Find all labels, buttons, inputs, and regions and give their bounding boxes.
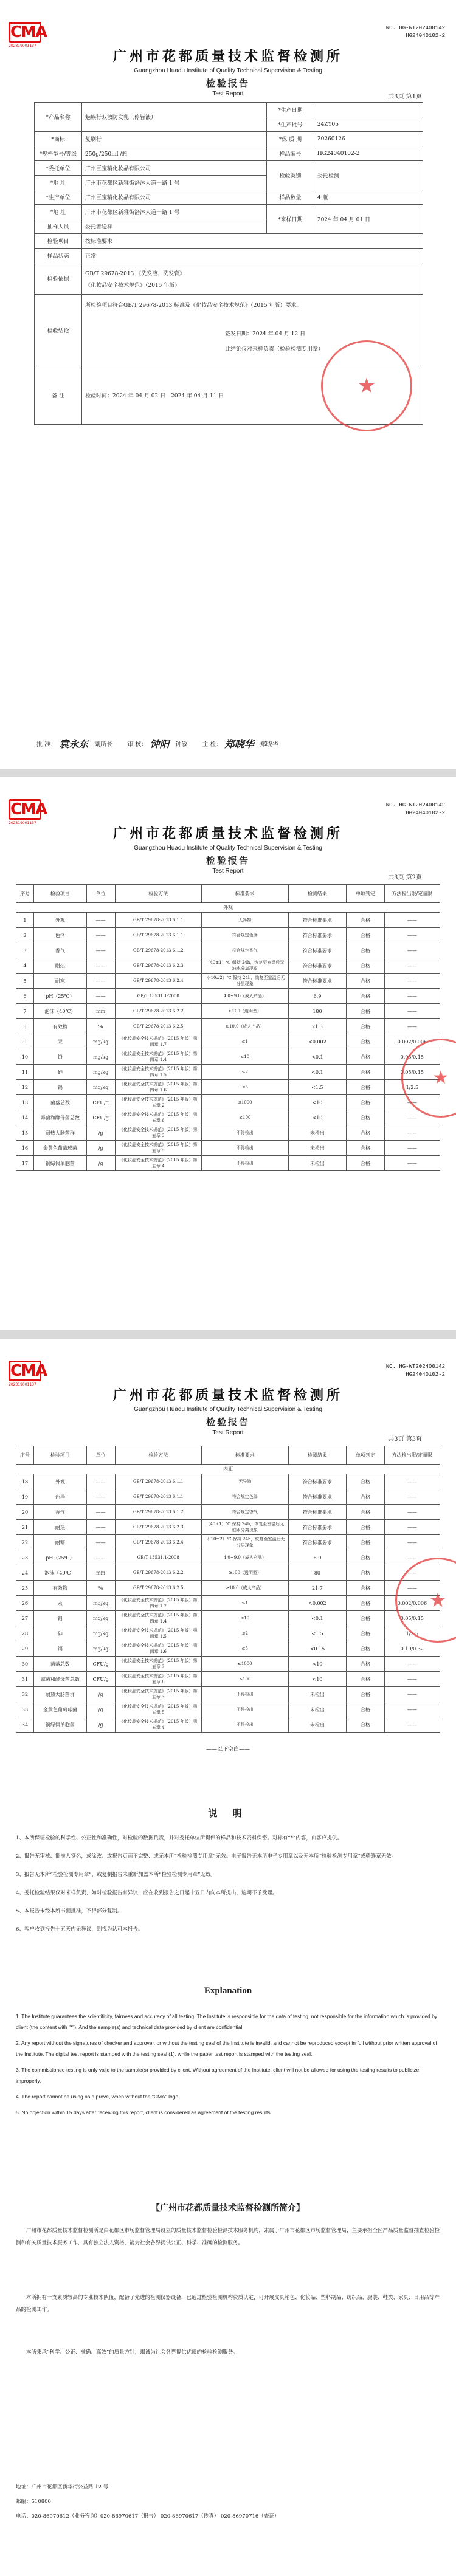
institute-title-cn: 广州市花都质量技术监督检测所	[112, 49, 343, 64]
results-table-2	[16, 1446, 440, 1733]
signature-row: 批 准： 袁永东 副所长 审 核： 钟阳 钟敏 主 检： 郑晓华 郑晓华	[36, 737, 426, 750]
table-header-row: 序号 检验项目 单位 检验方法 标准要求 检测结果 单项判定 方法检出限/定量限	[16, 885, 440, 903]
intro-paragraph: 本所拥有一支素质较高的专业技术队伍，配备了先进的检测仪器设备，已通过检验检测机构资质认定，可开展皮具箱包、化妆品、塑料制品、纺织品、服装、鞋类、家具、日用品等产品的检测工作。	[16, 2295, 440, 2313]
approver-signature: 袁永东	[59, 738, 89, 750]
table-row: 12 镉 mg/kg 《化妆品安全技术规范》（2015 年版）第四章 1.6 ≤5 <1.5 合格 1/2.5	[16, 1080, 440, 1095]
report-number: NO. HG-WT202400142 HG24040102-2	[385, 1364, 445, 1378]
table-row: 29 镉 mg/kg 《化妆品安全技术规范》（2015 年版）第四章 1.6 ≤5 <0.15 合格 0.10/0.32	[16, 1641, 440, 1657]
cma-number: 202319001137	[9, 1382, 36, 1387]
note-item: 1、本所保证检验的科学性、公正性和准确性，对检验的数据负责，并对委托单位所提供的样品和技术资料保密。对标有“*”内容，由客户提供。	[16, 1835, 342, 1841]
page-number: 共3页 第1页	[388, 94, 422, 100]
note-item: 邮编：510800	[16, 2499, 51, 2505]
section-row: 外观	[16, 903, 440, 913]
cma-number: 202319001137	[9, 821, 36, 825]
table-row: 3 香气 —— GB/T 29678-2013 6.1.2 符合规定香气 符合标准要求 合格 ——	[16, 943, 440, 958]
contact-info	[16, 2481, 440, 2525]
report-page-2	[0, 777, 456, 1330]
institute-title-cn: 广州市花都质量技术监督检测所	[112, 1387, 343, 1403]
cma-number: 202319001137	[9, 44, 36, 48]
institute-title-en: Guangzhou Huadu Institute of Quality Technical Supervision & Testing	[134, 67, 322, 74]
table-row: 17 铜绿假单胞菌 /g 《化妆品安全技术规范》（2015 年版）第五章 4 不得检出 未检出 合格 ——	[16, 1156, 440, 1171]
table-row: 18 外观 —— GB/T 29678-2013 6.1.1 无异物 符合标准要求 合格 ——	[16, 1474, 440, 1489]
intro-title: 【广州市花都质量技术监督检测所简介】	[151, 2203, 305, 2213]
note-item: 2、报告无审核、批准人签名，或涂改、或报告页面不完整、或无本所“检验检测专用章”无效。电子报告无本所电子专用章以及无本所“检验检测专用章”或骑缝章无效。	[16, 1853, 397, 1860]
table-row: 23 pH（25℃） —— GB/T 13531.1-2008 4.0~9.0（成人产品） 6.0 合格 ——	[16, 1550, 440, 1565]
table-row: 14 霉菌和酵母菌总数 CFU/g 《化妆品安全技术规范》（2015 年版）第五章 6 ≤100 <10 合格 ——	[16, 1110, 440, 1125]
report-number: NO. HG-WT202400142 HG24040102-2	[385, 802, 445, 816]
report-header	[0, 46, 456, 97]
note-item: 4、委托检验结果仅对来样负责，如对检验报告有异议，应在收到报告之日起十五日内向本所提出，逾期不予受理。	[16, 1890, 278, 1896]
testing-seal: ★	[321, 340, 412, 431]
cma-logo-icon: CMA	[9, 799, 41, 820]
table-row: 15 耐热大肠菌群 /g 《化妆品安全技术规范》（2015 年版）第五章 3 不得检出 未检出 合格 ——	[16, 1125, 440, 1141]
table-row: 1 外观 —— GB/T 29678-2013 6.1.1 无异物 符合标准要求 合格 ——	[16, 913, 440, 928]
note-item: 6、客户收到报告十五天内无异议，则视为认可本报告。	[16, 1926, 143, 1932]
cma-mark	[9, 22, 47, 48]
note-item: 3. The commissioned testing is only valid to the sample(s) provided by client. Without agreement of the Institute, client will not be allowed for using the testing results to publicize improperly.	[16, 2067, 420, 2084]
notes-title: 说 明	[208, 1808, 248, 1819]
note-item: 1. The Institute guarantees the scientificity, fairness and accuracy of all testing. The Institute is responsible for the data of testing, not responsible for the information which is provided by client (the content with "*"). And the sample(s) and technical data provided by client are confidential.	[16, 2013, 438, 2030]
table-row: 10 铅 mg/kg 《化妆品安全技术规范》（2015 年版）第四章 1.4 ≤10 <0.1 合格 0.05/0.15	[16, 1049, 440, 1065]
report-header	[0, 1385, 456, 1436]
cma-mark	[9, 799, 47, 825]
report-number: NO. HG-WT202400142 HG24040102-2	[385, 25, 445, 39]
table-row: 32 耐热大肠菌群 /g 《化妆品安全技术规范》（2015 年版）第五章 3 不得检出 未检出 合格 ——	[16, 1687, 440, 1702]
intro-paragraph: 广州市花都质量技术监督检测所是由花都区市场监督管理局设立的质量技术监督检验检测技术服务机构，隶属于广州市花都区市场监督管理局，主要承担全区产品质量监督抽查检验检测和有关质量技术服务工作，具有独立法人资格，能为社会各界提供公正、科学、准确的检测服务。	[16, 2228, 440, 2246]
institute-title-en: Guangzhou Huadu Institute of Quality Technical Supervision & Testing	[134, 845, 322, 851]
page-number: 共3页 第2页	[388, 874, 422, 881]
table-header-row: 序号 检验项目 单位 检验方法 标准要求 检测结果 单项判定 方法检出限/定量限	[16, 1446, 440, 1465]
report-header	[0, 823, 456, 874]
report-title-cn: 检验报告	[206, 1417, 250, 1427]
table-row: 27 铅 mg/kg 《化妆品安全技术规范》（2015 年版）第四章 1.4 ≤10 <0.1 合格 0.05/0.15	[16, 1611, 440, 1626]
report-title-en: Test Report	[212, 868, 244, 874]
notes-cn-list	[16, 1832, 440, 1942]
explanation-title: Explanation	[204, 1986, 252, 1996]
testing-seal: ★	[395, 1558, 456, 1643]
report-title-cn: 检验报告	[206, 78, 250, 89]
tester-signature: 郑晓华	[224, 738, 254, 750]
table-row: 28 砷 mg/kg 《化妆品安全技术规范》（2015 年版）第四章 1.5 ≤2 <1.5 合格 1/2.5	[16, 1626, 440, 1641]
institute-title-cn: 广州市花都质量技术监督检测所	[112, 826, 343, 842]
table-row: 26 汞 mg/kg 《化妆品安全技术规范》（2015 年版）第四章 1.7 ≤1 <0.002 合格 0.002/0.006	[16, 1596, 440, 1611]
report-page-1	[0, 0, 456, 769]
results-table-1	[16, 884, 440, 1171]
table-row: 6 pH（25℃） —— GB/T 13531.1-2008 4.0~9.0（成人产品） 6.9 合格 ——	[16, 989, 440, 1004]
page-number: 共3页 第3页	[388, 1436, 422, 1443]
table-row: 34 铜绿假单胞菌 /g 《化妆品安全技术规范》（2015 年版）第五章 4 不得检出 未检出 合格 ——	[16, 1717, 440, 1733]
table-row: 25 有效物 % GB/T 29678-2013 6.2.5 ≥10.0（成人产品） 21.7 合格 ——	[16, 1581, 440, 1596]
table-row: 20 香气 —— GB/T 29678-2013 6.1.2 符合规定香气 符合标准要求 合格 ——	[16, 1505, 440, 1520]
notes-en-list	[16, 2011, 440, 2123]
note-item: 5、本报告未经本所书面批准，不得部分复制。	[16, 1908, 123, 1914]
table-row: 24 泡沫（40℃） mm GB/T 29678-2013 6.2.2 ≥100（透明型） 80 合格 ——	[16, 1565, 440, 1581]
table-row: 31 霉菌和酵母菌总数 CFU/g 《化妆品安全技术规范》（2015 年版）第五章 6 ≤100 <10 合格 ——	[16, 1672, 440, 1687]
note-item: 3、报告无本所“检验检测专用章”，或复制报告未重新加盖本所“检验检测专用章”无效。	[16, 1872, 216, 1878]
table-row: 33 金黄色葡萄球菌 /g 《化妆品安全技术规范》（2015 年版）第五章 5 不得检出 未检出 合格 ——	[16, 1702, 440, 1717]
testing-seal: ★	[401, 1039, 456, 1118]
table-row: 19 色泽 —— GB/T 29678-2013 6.1.1 符合规定色泽 符合标准要求 合格 ——	[16, 1489, 440, 1505]
note-item: 5. No objection within 15 days after receiving this report, client is considered as agreement of the testing results.	[16, 2109, 272, 2115]
section-row: 内瓶	[16, 1465, 440, 1474]
cma-logo-icon: CMA	[9, 1361, 41, 1381]
note-item: 电话：020-86970612（业务咨询）020-86970617（报告） 020-86970617（传真） 020-86970716（查证）	[16, 2513, 280, 2519]
table-row: 4 耐热 —— GB/T 29678-2013 6.2.3 （40±1）℃ 保持 24h，恢复至室温后无油水分离现象 符合标准要求 合格 ——	[16, 958, 440, 974]
report-title-en: Test Report	[212, 91, 244, 97]
note-item: 2. Any report without the signatures of checker and approver, or without the testing seal of the Institute is invalid, and cannot be reproduced except in full without prior written approval of the Institute. The digital test report is stamped with the testing seal (1), while the paper test report is stamped with the testing seal.	[16, 2040, 437, 2057]
table-row: 21 耐热 —— GB/T 29678-2013 6.2.3 （40±1）℃ 保持 24h，恢复至室温后无油水分离现象 符合标准要求 合格 ——	[16, 1520, 440, 1535]
blank-below-mark: ——以下空白——	[206, 1747, 250, 1753]
table-row: 13 菌落总数 CFU/g 《化妆品安全技术规范》（2015 年版）第五章 2 ≤1000 <10 合格 ——	[16, 1095, 440, 1110]
reviewer-signature: 钟阳	[150, 738, 170, 750]
note-item: 地址：广州市花都区新华街公益路 12 号	[16, 2484, 109, 2490]
cma-mark	[9, 1361, 47, 1387]
table-row: 5 耐寒 —— GB/T 29678-2013 6.2.4 （-10±2）℃ 保持 24h，恢复至室温后无分层现象 符合标准要求 合格 ——	[16, 974, 440, 989]
intro-paragraph: 本所秉承“科学、公正、准确、高效”的质量方针，竭诚为社会各界提供优质的检验检测服务。	[26, 2349, 238, 2355]
report-title-en: Test Report	[212, 1429, 244, 1436]
table-row: 8 有效物 % GB/T 29678-2013 6.2.5 ≥10.0（成人产品） 21.3 合格 ——	[16, 1019, 440, 1034]
table-row: 7 泡沫（40℃） mm GB/T 29678-2013 6.2.2 ≥100（透明型） 180 合格 ——	[16, 1004, 440, 1019]
table-row: 22 耐寒 —— GB/T 29678-2013 6.2.4 （-10±2）℃ 保持 24h，恢复至室温后无分层现象 符合标准要求 合格 ——	[16, 1535, 440, 1550]
cma-logo-icon: CMA	[9, 22, 41, 43]
report-title-cn: 检验报告	[206, 855, 250, 866]
table-row: 9 汞 mg/kg 《化妆品安全技术规范》（2015 年版）第四章 1.7 ≤1 <0.002 合格 0.002/0.006	[16, 1034, 440, 1049]
table-row: 11 砷 mg/kg 《化妆品安全技术规范》（2015 年版）第四章 1.5 ≤2 <0.1 合格 0.05/0.15	[16, 1065, 440, 1080]
table-row: 30 菌落总数 CFU/g 《化妆品安全技术规范》（2015 年版）第五章 2 ≤1000 <10 合格 ——	[16, 1657, 440, 1672]
sample-info-table: *产品名称 魅族行双敏防发乳（停皆液） *生产日期 *生产批号 24ZY05 *商标 复刷行 *保 质 期 20260126 *规格型号/等级 250g/250ml /瓶 样品编号 HG24040102-2 *委托单位 广州巨宝精化妆品有限公司 检验类别 委托检测 *地 址 广州市花都区新雅街洛沐大道一路 1 号 *生产单位 广州巨宝精化妆品有限公司 样品数量 4 瓶 *地 址 广州市花都区新雅街洛沐大道一路 1 号 *来样日期 2024 年 04 月 01 日 抽样人员 委托者送样 检验项目 按标准要求 样品状态 正常 检验依据 GB/T 29678-2013 《洗发液、洗发膏》 《化妆品安全技术规范》（2015 年版） 检验结论 所检验项目符合GB/T 29678-2013 标准及《化妆品安全技术规范》（2015 年版）要求。 签发日期：2024 年 04 月 12 日 此结论仅对来样负责（检验检测专用章） 备 注 检验时间：2024 年 04 月 02 日—2024 年 04 月 11 日	[34, 102, 423, 425]
note-item: 4. The report cannot be using as a prove, when without the "CMA" logo.	[16, 2093, 180, 2100]
table-row: 16 金黄色葡萄球菌 /g 《化妆品安全技术规范》（2015 年版）第五章 5 不得检出 未检出 合格 ——	[16, 1141, 440, 1156]
report-page-3	[0, 1339, 456, 2576]
institute-title-en: Guangzhou Huadu Institute of Quality Technical Supervision & Testing	[134, 1406, 322, 1413]
table-row: 2 色泽 —— GB/T 29678-2013 6.1.1 符合规定色泽 符合标准要求 合格 ——	[16, 928, 440, 943]
